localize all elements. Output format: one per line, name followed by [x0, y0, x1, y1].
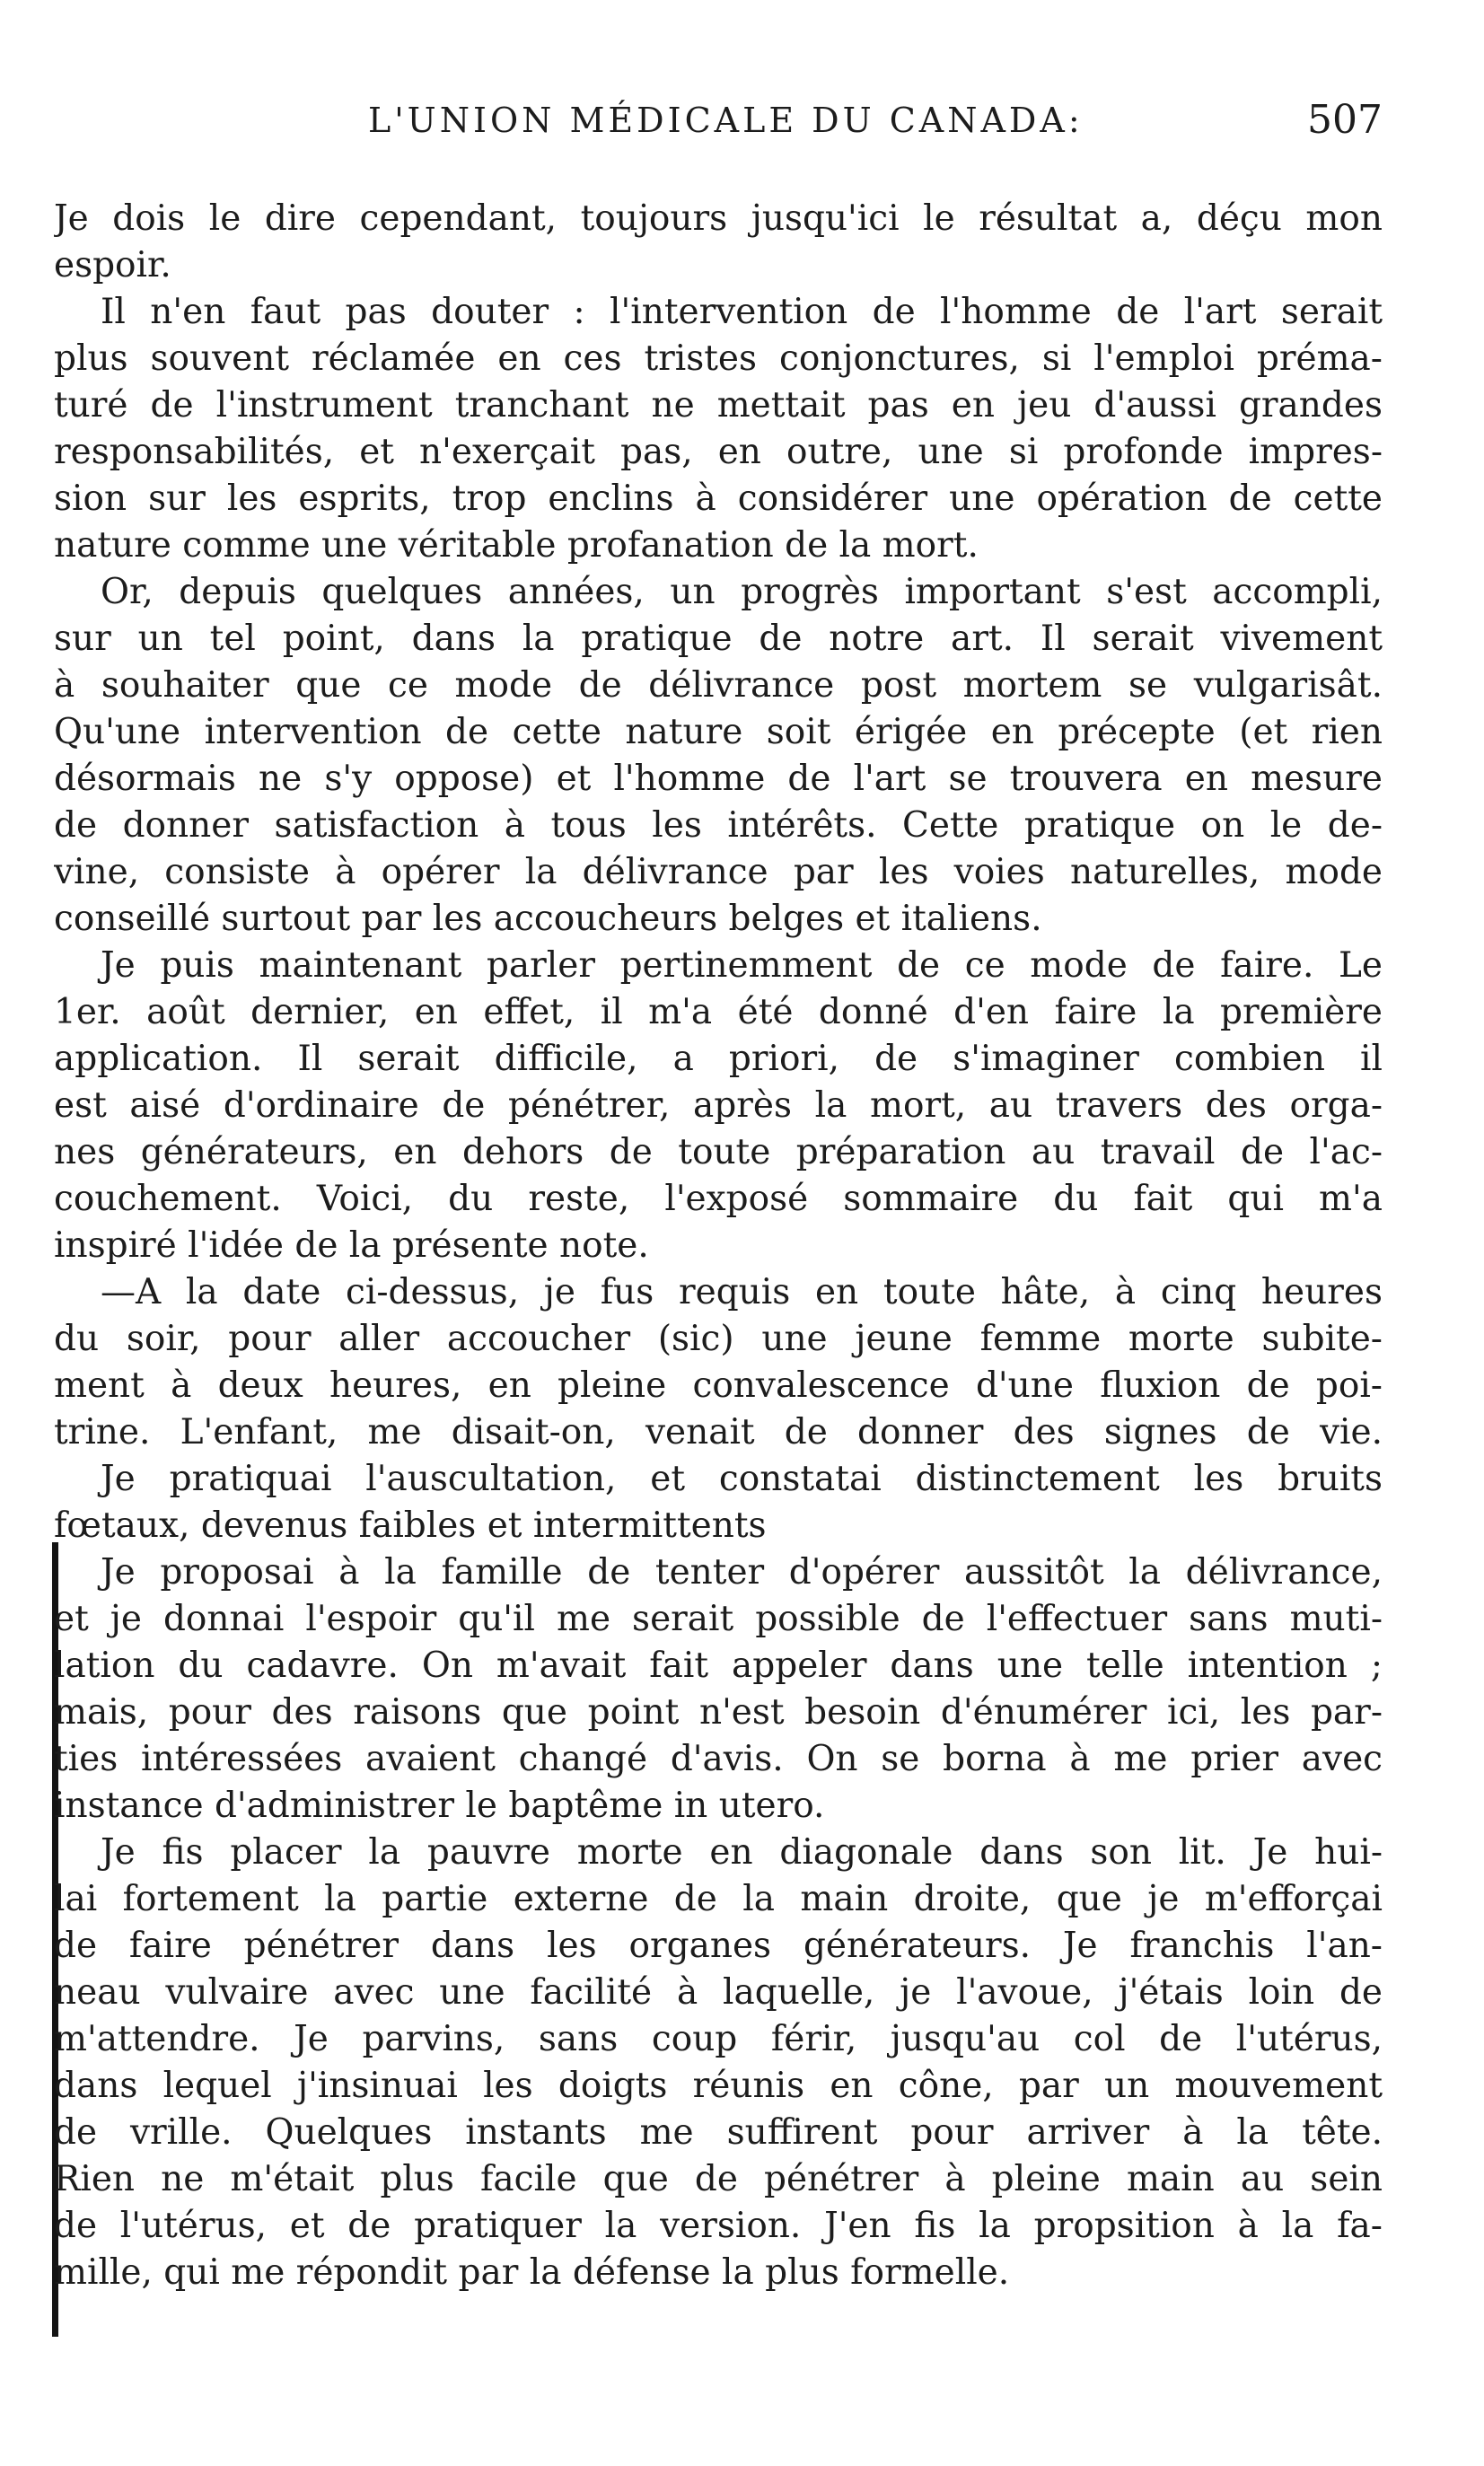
text-line: Or, depuis quelques années, un progrès important s'est accompli,	[101, 572, 1383, 612]
text-line: trine. L'enfant, me disait-on, venait de donner des signes de vie.	[54, 1412, 1383, 1452]
text-line: mais, pour des raisons que point n'est besoin d'énumérer ici, les par-	[54, 1692, 1383, 1733]
text-line: dans lequel j'insinuai les doigts réunis en cône, par un mouvement	[54, 2066, 1383, 2106]
text-line: responsabilités, et n'exerçait pas, en outre, une si profonde impres-	[54, 432, 1383, 472]
text-line: instance d'administrer le baptême in utero.	[54, 1786, 825, 1826]
text-line: mille, qui me répondit par la défense la plus formelle.	[54, 2252, 1010, 2293]
page-number: 507	[1307, 97, 1383, 143]
text-line: Je pratiquai l'auscultation, et constatai distinctement les bruits	[101, 1459, 1383, 1499]
text-line: sur un tel point, dans la pratique de notre art. Il serait vivement	[54, 619, 1383, 659]
text-line: plus souvent réclamée en ces tristes conjonctures, si l'emploi préma-	[54, 338, 1383, 379]
text-line: Je dois le dire cependant, toujours jusqu'ici le résultat a, déçu mon	[54, 198, 1383, 239]
text-line: à souhaiter que ce mode de délivrance post mortem se vulgarisât.	[54, 665, 1383, 706]
text-line: ment à deux heures, en pleine convalescence d'une fluxion de poi-	[54, 1365, 1383, 1406]
text-line: Je proposai à la famille de tenter d'opérer aussitôt la délivrance,	[101, 1552, 1383, 1593]
running-title: L'UNION MÉDICALE DU CANADA:	[368, 101, 1084, 140]
text-line: est aisé d'ordinaire de pénétrer, après la mort, au travers des orga-	[54, 1085, 1383, 1126]
text-line: nature comme une véritable profanation de la mort.	[54, 525, 979, 566]
text-line: application. Il serait difficile, a priori, de s'imaginer combien il	[54, 1039, 1383, 1079]
text-line: du soir, pour aller accoucher (sic) une jeune femme morte subite-	[54, 1319, 1383, 1359]
text-line: vine, consiste à opérer la délivrance par les voies naturelles, mode	[54, 852, 1383, 892]
text-line: désormais ne s'y oppose) et l'homme de l'art se trouvera en mesure	[54, 759, 1383, 799]
text-line: inspiré l'idée de la présente note.	[54, 1225, 649, 1266]
page-header	[54, 97, 1383, 154]
text-line: nes générateurs, en dehors de toute préparation au travail de l'ac-	[54, 1132, 1383, 1172]
text-line: Je puis maintenant parler pertinemment de ce mode de faire. Le	[101, 945, 1383, 986]
text-line: Je fis placer la pauvre morte en diagonale dans son lit. Je hui-	[101, 1832, 1383, 1873]
text-line: m'attendre. Je parvins, sans coup férir, jusqu'au col de l'utérus,	[54, 2019, 1383, 2059]
text-line: de faire pénétrer dans les organes générateurs. Je franchis l'an-	[54, 1926, 1383, 1966]
text-line: sion sur les esprits, trop enclins à considérer une opération de cette	[54, 478, 1383, 519]
text-line: fœtaux, devenus faibles et intermittents	[54, 1505, 767, 1546]
text-line: conseillé surtout par les accoucheurs belges et italiens.	[54, 899, 1042, 939]
article-body	[54, 196, 1383, 2296]
text-line: couchement. Voici, du reste, l'exposé sommaire du fait qui m'a	[54, 1179, 1383, 1219]
text-line: neau vulvaire avec une facilité à laquelle, je l'avoue, j'étais loin de	[54, 1972, 1383, 2013]
text-line: ties intéressées avaient changé d'avis. On se borna à me prier avec	[54, 1739, 1383, 1779]
text-line: lation du cadavre. On m'avait fait appeler dans une telle intention ;	[54, 1645, 1383, 1686]
text-line: 1er. août dernier, en effet, il m'a été donné d'en faire la première	[54, 992, 1383, 1032]
text-line: espoir.	[54, 245, 171, 285]
text-line: turé de l'instrument tranchant ne mettait pas en jeu d'aussi grandes	[54, 385, 1383, 426]
text-line: de l'utérus, et de pratiquer la version. J'en fis la propsition à la fa-	[54, 2206, 1383, 2246]
text-line: Qu'une intervention de cette nature soit érigée en précepte (et rien	[54, 712, 1383, 752]
text-line: de vrille. Quelques instants me suffirent pour arriver à la tête.	[54, 2112, 1383, 2153]
text-line: et je donnai l'espoir qu'il me serait possible de l'effectuer sans muti-	[54, 1599, 1383, 1639]
text-line: —A la date ci-dessus, je fus requis en toute hâte, à cinq heures	[101, 1272, 1383, 1312]
text-line: Rien ne m'était plus facile que de pénétrer à pleine main au sein	[54, 2159, 1383, 2199]
text-line: de donner satisfaction à tous les intérêts. Cette pratique on le de-	[54, 805, 1383, 846]
text-line: Il n'en faut pas douter : l'intervention de l'homme de l'art serait	[101, 292, 1383, 332]
text-line: lai fortement la partie externe de la main droite, que je m'efforçai	[54, 1879, 1383, 1919]
